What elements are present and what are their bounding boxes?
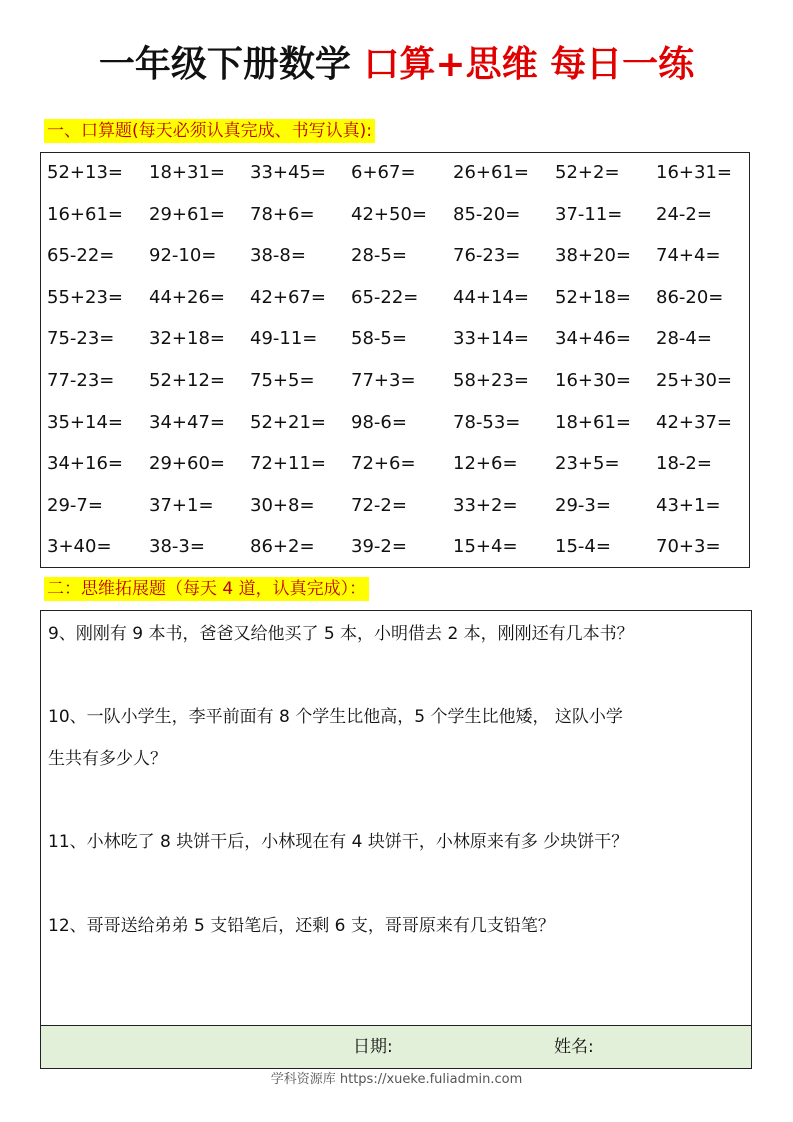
calc-problem: 37-11=: [555, 203, 623, 225]
calc-problem: 75-23=: [47, 328, 115, 350]
name-label: 姓名:: [554, 1037, 594, 1057]
calc-row: [47, 486, 747, 526]
calc-row: [47, 195, 747, 235]
calc-problem: 65-22=: [351, 286, 419, 308]
calc-problem: 42+50=: [351, 203, 427, 225]
calc-problem: 39-2=: [351, 536, 407, 558]
calc-problem: 6+67=: [351, 162, 416, 183]
calc-problem: 72+6=: [351, 453, 416, 475]
calc-problem: 52+2=: [555, 162, 620, 183]
calc-problem: 23+5=: [555, 453, 620, 475]
calc-problem: 58-5=: [351, 328, 407, 350]
calc-problem: 30+8=: [250, 494, 315, 516]
calc-problem: 58+23=: [453, 370, 529, 391]
calc-problem: 38-8=: [250, 245, 306, 267]
calc-problem: 33+14=: [453, 328, 529, 350]
calc-problem: 92-10=: [149, 245, 217, 267]
calc-problem: 78-53=: [453, 411, 521, 433]
question-10-line-2: 生共有多少人？: [48, 749, 167, 769]
calc-problem: 49-11=: [250, 328, 318, 350]
watermark: 学科资源库 https://xueke.fuliadmin.com: [270, 1072, 523, 1087]
calc-row: [47, 403, 747, 443]
mental-math-box: [40, 152, 750, 568]
date-label: 日期:: [353, 1037, 393, 1057]
calc-problem: 43+1=: [656, 494, 721, 516]
thinking-problems-box: [40, 610, 752, 1026]
question-10-line-1: 10、一队小学生，李平前面有 8 个学生比他高，5 个学生比他矮， 这队小学: [48, 707, 623, 727]
calc-row: [47, 236, 747, 276]
calc-problem: 74+4=: [656, 245, 721, 267]
calc-problem: 44+14=: [453, 286, 529, 308]
calc-problem: 29-7=: [47, 494, 103, 516]
calc-row: [47, 278, 747, 318]
question-12: 12、哥哥送给弟弟 5 支铅笔后，还剩 6 支，哥哥原来有几支铅笔？: [48, 916, 555, 936]
calc-problem: 26+61=: [453, 162, 529, 183]
calc-problem: 72+11=: [250, 453, 326, 475]
calc-problem: 65-22=: [47, 245, 115, 267]
calc-row: [47, 527, 747, 567]
page-title: [0, 38, 793, 92]
calc-problem: 55+23=: [47, 286, 123, 308]
calc-problem: 15+4=: [453, 536, 518, 558]
calc-row: [47, 444, 747, 484]
calc-problem: 78+6=: [250, 203, 315, 225]
calc-row: [47, 361, 747, 401]
calc-problem: 42+67=: [250, 286, 326, 308]
calc-row: [47, 153, 747, 193]
calc-problem: 18+61=: [555, 411, 631, 433]
footer-bar: [40, 1025, 752, 1069]
title-part-2: 口算+思维 每日一练: [363, 44, 695, 85]
calc-problem: 28-5=: [351, 245, 407, 267]
calc-problem: 29+60=: [149, 453, 225, 475]
calc-problem: 98-6=: [351, 411, 407, 433]
calc-row: [47, 319, 747, 359]
calc-problem: 33+45=: [250, 162, 326, 183]
calc-problem: 86-20=: [656, 286, 724, 308]
calc-problem: 76-23=: [453, 245, 521, 267]
calc-problem: 52+18=: [555, 286, 631, 308]
question-11: 11、小林吃了 8 块饼干后，小林现在有 4 块饼干，小林原来有多 少块饼干？: [48, 832, 629, 852]
calc-problem: 77-23=: [47, 370, 115, 391]
calc-problem: 38-3=: [149, 536, 205, 558]
calc-problem: 18-2=: [656, 453, 712, 475]
calc-problem: 42+37=: [656, 411, 732, 433]
calc-problem: 16+31=: [656, 162, 732, 183]
calc-problem: 86+2=: [250, 536, 315, 558]
calc-problem: 72-2=: [351, 494, 407, 516]
calc-problem: 18+31=: [149, 162, 225, 183]
title-part-1: 一年级下册数学: [98, 44, 364, 85]
calc-problem: 16+61=: [47, 203, 123, 225]
calc-problem: 3+40=: [47, 536, 112, 558]
calc-problem: 24-2=: [656, 203, 712, 225]
calc-problem: 70+3=: [656, 536, 721, 558]
calc-problem: 29+61=: [149, 203, 225, 225]
calc-problem: 12+6=: [453, 453, 518, 475]
calc-problem: 44+26=: [149, 286, 225, 308]
calc-problem: 34+47=: [149, 411, 225, 433]
question-9: 9、刚刚有 9 本书，爸爸又给他买了 5 本，小明借去 2 本，刚刚还有几本书？: [48, 624, 634, 644]
calc-problem: 25+30=: [656, 370, 732, 391]
calc-problem: 52+21=: [250, 411, 326, 433]
calc-problem: 52+13=: [47, 162, 123, 183]
calc-problem: 37+1=: [149, 494, 214, 516]
calc-problem: 77+3=: [351, 370, 416, 391]
section-1-label: 一、口算题(每天必须认真完成、书写认真):: [44, 119, 375, 143]
calc-problem: 34+16=: [47, 453, 123, 475]
calc-problem: 34+46=: [555, 328, 631, 350]
calc-problem: 15-4=: [555, 536, 611, 558]
calc-problem: 85-20=: [453, 203, 521, 225]
calc-problem: 16+30=: [555, 370, 631, 391]
calc-problem: 29-3=: [555, 494, 611, 516]
calc-problem: 75+5=: [250, 370, 315, 391]
calc-problem: 33+2=: [453, 494, 518, 516]
calc-problem: 38+20=: [555, 245, 631, 267]
section-2-label: 二：思维拓展题（每天 4 道，认真完成）：: [44, 577, 369, 601]
calc-problem: 52+12=: [149, 370, 225, 391]
calc-problem: 28-4=: [656, 328, 712, 350]
calc-problem: 35+14=: [47, 411, 123, 433]
calc-problem: 32+18=: [149, 328, 225, 350]
